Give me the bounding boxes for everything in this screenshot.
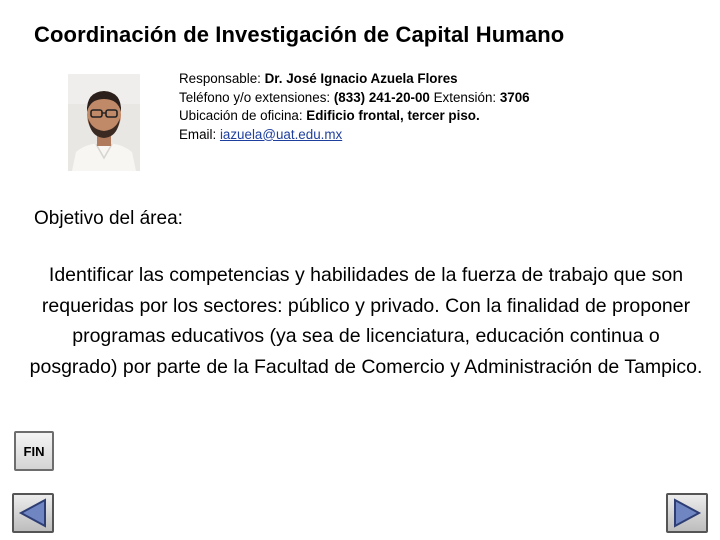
triangle-right-icon bbox=[668, 495, 706, 531]
person-photo-icon bbox=[68, 74, 140, 171]
objective-text: Identificar las competencias y habilidades de la fuerza de trabajo que son requeridas por los sectores: público y privado. Con la finalidad de proponer programas educativos (ya sea de licenciatura, educación continua o posgrado) por parte de la Facultad de Comercio y Administración de Tampico. bbox=[29, 264, 703, 378]
telefono-value: (833) 241-20-00 bbox=[333, 89, 430, 105]
ubicacion-line bbox=[179, 107, 530, 126]
email-label: Email: bbox=[179, 126, 220, 142]
contact-info bbox=[179, 70, 530, 144]
extension-value: 3706 bbox=[499, 89, 530, 105]
ubicacion-value: Edificio frontal, tercer piso. bbox=[306, 108, 480, 124]
telefono-label: Teléfono y/o extensiones: bbox=[179, 89, 334, 105]
objective-heading: Objetivo del área: bbox=[34, 208, 183, 229]
fin-button[interactable] bbox=[14, 431, 54, 471]
ubicacion-label: Ubicación de oficina: bbox=[179, 108, 307, 124]
responsable-label: Responsable: bbox=[179, 71, 265, 86]
extension-label: Extensión: bbox=[429, 89, 500, 105]
next-button[interactable] bbox=[666, 493, 708, 533]
page-title: Coordinación de Investigación de Capital Humano bbox=[34, 22, 565, 47]
telefono-line bbox=[179, 89, 530, 108]
responsable-photo bbox=[68, 74, 140, 171]
responsable-line bbox=[179, 70, 530, 89]
previous-button[interactable] bbox=[12, 493, 54, 533]
email-line bbox=[179, 126, 530, 145]
fin-button-label: FIN bbox=[23, 443, 45, 459]
email-link[interactable]: iazuela@uat.edu.mx bbox=[219, 126, 343, 142]
triangle-left-icon bbox=[14, 495, 52, 531]
responsable-value: Dr. José Ignacio Azuela Flores bbox=[264, 71, 458, 86]
